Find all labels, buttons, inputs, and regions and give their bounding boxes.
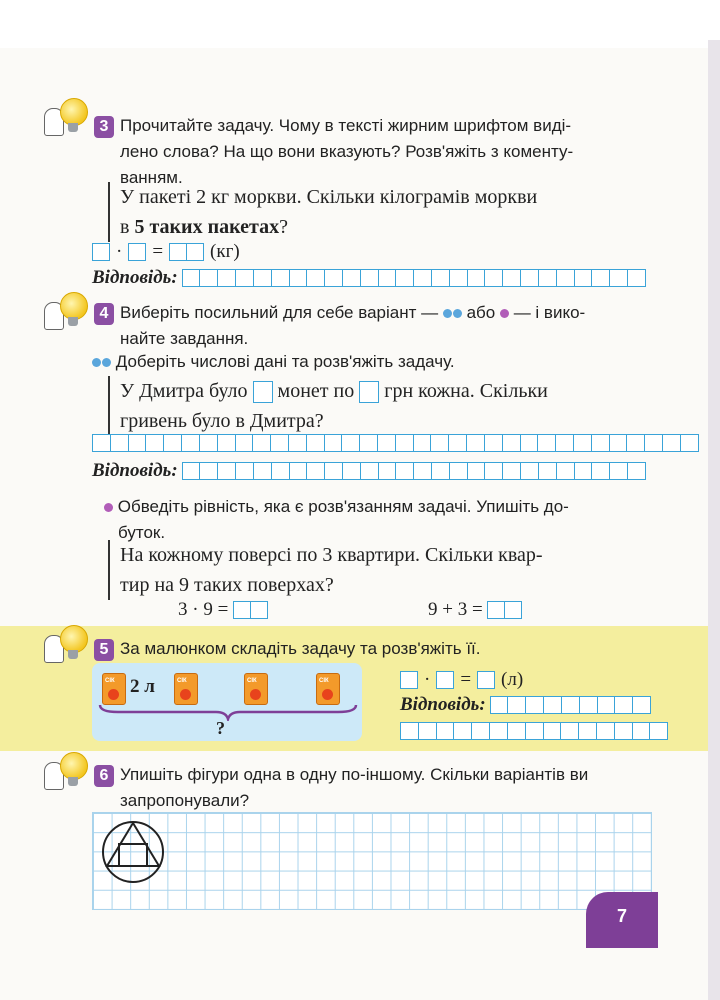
answer-cell[interactable] — [504, 601, 522, 619]
task-3-instruction: Прочитайте задачу. Чому в тексті жирним шрифтом виді- лено слова? На що вони вказують? Розв'яжіть з коменту- ванням. — [120, 116, 574, 187]
answer-cell[interactable] — [400, 671, 418, 689]
grid-cell[interactable] — [507, 696, 526, 714]
grid-cell[interactable] — [556, 462, 575, 480]
grid-cell[interactable] — [413, 434, 432, 452]
grid-cell[interactable] — [591, 462, 610, 480]
task-3-equation: · = (кг) — [92, 240, 246, 264]
grid-cell[interactable] — [413, 462, 432, 480]
grid-cell[interactable] — [560, 722, 579, 740]
grid-cell[interactable] — [163, 434, 182, 452]
grid-cell[interactable] — [489, 722, 508, 740]
task-4-variant-b-problem: На кожному поверсі по 3 квартири. Скільки квар- тир на 9 таких поверхах? — [108, 540, 665, 600]
grid-cell[interactable] — [614, 696, 633, 714]
task-4-instruction: Виберіть посильний для себе варіант — або — і вико- найте завдання. — [120, 303, 586, 348]
task-5-equation: · = (л) — [400, 668, 529, 692]
grid-cell[interactable] — [626, 434, 645, 452]
grid-cell[interactable] — [467, 269, 486, 287]
answer-cell[interactable] — [128, 243, 146, 261]
grid-cell[interactable] — [680, 434, 699, 452]
grid-cell[interactable] — [199, 269, 218, 287]
grid-cell[interactable] — [484, 269, 503, 287]
grid-cell[interactable] — [400, 722, 419, 740]
answer-cell[interactable] — [233, 601, 251, 619]
grid-cell[interactable] — [525, 722, 544, 740]
grid-cell[interactable] — [561, 696, 580, 714]
grid-cell[interactable] — [306, 269, 325, 287]
grid-cell[interactable] — [597, 696, 616, 714]
grid-cell[interactable] — [520, 434, 539, 452]
grid-cell[interactable] — [555, 434, 574, 452]
grid-cell[interactable] — [289, 269, 308, 287]
task-4-variant-a-problem: У Дмитра було монет по грн кожна. Скільки гривень було в Дмитра? — [108, 376, 665, 436]
grid-cell[interactable] — [288, 434, 307, 452]
grid-cell[interactable] — [378, 269, 397, 287]
task-5-number: 5 — [94, 639, 114, 661]
page-number: 7 — [586, 892, 658, 948]
task-5-answer-row-2 — [400, 722, 667, 740]
task-3-number: 3 — [94, 116, 114, 138]
grid-cell[interactable] — [342, 269, 361, 287]
answer-cell[interactable] — [487, 601, 505, 619]
task-4-lightbulb-icon — [44, 292, 94, 332]
grid-cell[interactable] — [235, 269, 254, 287]
task-6-number: 6 — [94, 765, 114, 787]
grid-cell[interactable] — [324, 269, 343, 287]
grid-cell[interactable] — [449, 269, 468, 287]
grid-cell[interactable] — [649, 722, 668, 740]
grid-cell[interactable] — [235, 462, 254, 480]
grid-cell[interactable] — [502, 269, 521, 287]
grid-cell[interactable] — [217, 462, 236, 480]
grid-cell[interactable] — [182, 462, 201, 480]
grid-cell[interactable] — [538, 462, 557, 480]
grid-cell[interactable] — [342, 462, 361, 480]
grid-cell[interactable] — [253, 269, 272, 287]
grid-cell[interactable] — [431, 269, 450, 287]
equality-option-1[interactable]: 3 · 9 = — [178, 598, 268, 622]
grid-cell[interactable] — [270, 434, 289, 452]
grid-cell[interactable] — [359, 434, 378, 452]
two-dots-icon — [92, 358, 101, 367]
grid-cell[interactable] — [199, 462, 218, 480]
task-5-lightbulb-icon — [44, 625, 94, 665]
grid-cell[interactable] — [578, 722, 597, 740]
answer-cell[interactable] — [92, 243, 110, 261]
grid-cell[interactable] — [199, 434, 218, 452]
grid-cell[interactable] — [502, 462, 521, 480]
task-4-number: 4 — [94, 303, 114, 325]
answer-label: Відповідь: — [400, 694, 486, 715]
grid-cell[interactable] — [466, 434, 485, 452]
grid-cell[interactable] — [395, 269, 414, 287]
task-4-variant-a: Доберіть числові дані та розв'яжіть задачу. — [92, 349, 662, 375]
answer-cell[interactable] — [250, 601, 268, 619]
grid-cell[interactable] — [507, 722, 526, 740]
juice-box-icon: СІК — [174, 673, 198, 705]
grid-cell[interactable] — [543, 722, 562, 740]
equality-option-2[interactable]: 9 + 3 = — [428, 598, 522, 622]
grid-cell[interactable] — [92, 434, 111, 452]
grid-cell[interactable] — [128, 434, 147, 452]
page-right-edge — [708, 40, 720, 1000]
grid-cell[interactable] — [574, 269, 593, 287]
grid-cell[interactable] — [324, 434, 343, 452]
grid-cell[interactable] — [217, 269, 236, 287]
grid-cell[interactable] — [360, 269, 379, 287]
grid-cell[interactable] — [448, 434, 467, 452]
task-5-instruction: За малюнком складіть задачу та розв'яжіть її. — [120, 639, 481, 658]
grid-cell[interactable] — [467, 462, 486, 480]
grid-cell[interactable] — [627, 269, 646, 287]
grid-cell[interactable] — [662, 434, 681, 452]
juice-box-icon: СІК — [316, 673, 340, 705]
grid-cell[interactable] — [579, 696, 598, 714]
grid-cell[interactable] — [538, 269, 557, 287]
grid-cell[interactable] — [609, 434, 628, 452]
grid-cell[interactable] — [378, 462, 397, 480]
grid-cell[interactable] — [430, 434, 449, 452]
juice-box-icon: СІК — [102, 673, 126, 705]
grid-cell[interactable] — [145, 434, 164, 452]
drawing-grid[interactable] — [92, 812, 652, 910]
answer-cell[interactable] — [169, 243, 187, 261]
task-5-answer-row — [400, 694, 650, 716]
task-3-lightbulb-icon — [44, 98, 94, 138]
grid-cell[interactable] — [235, 434, 254, 452]
question-mark: ? — [216, 718, 225, 738]
grid-cell[interactable] — [341, 434, 360, 452]
grid-cell[interactable] — [413, 269, 432, 287]
grid-cell[interactable] — [520, 269, 539, 287]
grid-cell[interactable] — [395, 434, 414, 452]
grid-cell[interactable] — [627, 462, 646, 480]
brace-icon — [98, 703, 358, 721]
grid-cell[interactable] — [644, 434, 663, 452]
nested-figures-icon — [100, 818, 166, 884]
grid-cell[interactable] — [289, 462, 308, 480]
task-3-problem: У пакеті 2 кг моркви. Скільки кілограмів моркви в 5 таких пакетах? — [108, 182, 660, 242]
grid-cell[interactable] — [182, 269, 201, 287]
grid-cell[interactable] — [471, 722, 490, 740]
juice-picture — [92, 663, 362, 741]
grid-cell[interactable] — [449, 462, 468, 480]
answer-cell[interactable] — [359, 381, 379, 403]
task-4-answer-row — [92, 460, 645, 482]
grid-cell[interactable] — [574, 462, 593, 480]
grid-cell[interactable] — [436, 722, 455, 740]
grid-cell[interactable] — [520, 462, 539, 480]
grid-cell[interactable] — [591, 269, 610, 287]
solution-grid[interactable] — [92, 434, 698, 452]
grid-cell[interactable] — [306, 434, 325, 452]
grid-cell[interactable] — [490, 696, 509, 714]
volume-label: 2 л — [130, 676, 155, 697]
grid-cell[interactable] — [324, 462, 343, 480]
grid-cell[interactable] — [609, 269, 628, 287]
grid-cell[interactable] — [632, 722, 651, 740]
grid-cell[interactable] — [591, 434, 610, 452]
answer-grid[interactable] — [182, 269, 645, 287]
grid-cell[interactable] — [418, 722, 437, 740]
grid-cell[interactable] — [395, 462, 414, 480]
grid-cell[interactable] — [596, 722, 615, 740]
answer-cell[interactable] — [477, 671, 495, 689]
answer-grid[interactable] — [490, 696, 650, 714]
answer-label: Відповідь: — [92, 267, 178, 288]
grid-cell[interactable] — [573, 434, 592, 452]
grid-cell[interactable] — [271, 269, 290, 287]
one-dot-icon — [500, 309, 509, 318]
grid-cell[interactable] — [271, 462, 290, 480]
grid-cell[interactable] — [632, 696, 651, 714]
grid-cell[interactable] — [181, 434, 200, 452]
task-6-lightbulb-icon — [44, 752, 94, 792]
grid-cell[interactable] — [306, 462, 325, 480]
task-3-answer-row — [92, 267, 645, 289]
task-4-solution-row — [92, 434, 698, 452]
juice-box-icon: СІК — [244, 673, 268, 705]
grid-cell[interactable] — [253, 462, 272, 480]
grid-cell[interactable] — [543, 696, 562, 714]
lightbulb-icon — [60, 98, 88, 126]
grid-cell[interactable] — [252, 434, 271, 452]
grid-cell[interactable] — [217, 434, 236, 452]
page-top-margin — [0, 0, 720, 48]
grid-cell[interactable] — [377, 434, 396, 452]
answer-cell[interactable] — [436, 671, 454, 689]
grid-cell[interactable] — [556, 269, 575, 287]
grid-cell[interactable] — [484, 434, 503, 452]
answer-label: Відповідь: — [92, 460, 178, 481]
grid-cell[interactable] — [502, 434, 521, 452]
grid-cell[interactable] — [431, 462, 450, 480]
answer-cell[interactable] — [186, 243, 204, 261]
grid-cell[interactable] — [609, 462, 628, 480]
task-6-instruction: Упишіть фігури одна в одну по-іншому. Скільки варіантів ви запропонували? — [120, 765, 589, 810]
two-dots-icon — [443, 309, 452, 318]
grid-cell[interactable] — [537, 434, 556, 452]
grid-cell[interactable] — [110, 434, 129, 452]
one-dot-icon — [104, 503, 113, 512]
grid-cell[interactable] — [360, 462, 379, 480]
task-4-variant-b: Обведіть рівність, яка є розв'язанням задачі. Упишіть до- буток. — [104, 494, 664, 546]
answer-cell[interactable] — [253, 381, 273, 403]
grid-cell[interactable] — [453, 722, 472, 740]
grid-cell[interactable] — [614, 722, 633, 740]
answer-grid[interactable] — [400, 722, 667, 740]
grid-cell[interactable] — [525, 696, 544, 714]
grid-cell[interactable] — [484, 462, 503, 480]
answer-grid[interactable] — [182, 462, 645, 480]
